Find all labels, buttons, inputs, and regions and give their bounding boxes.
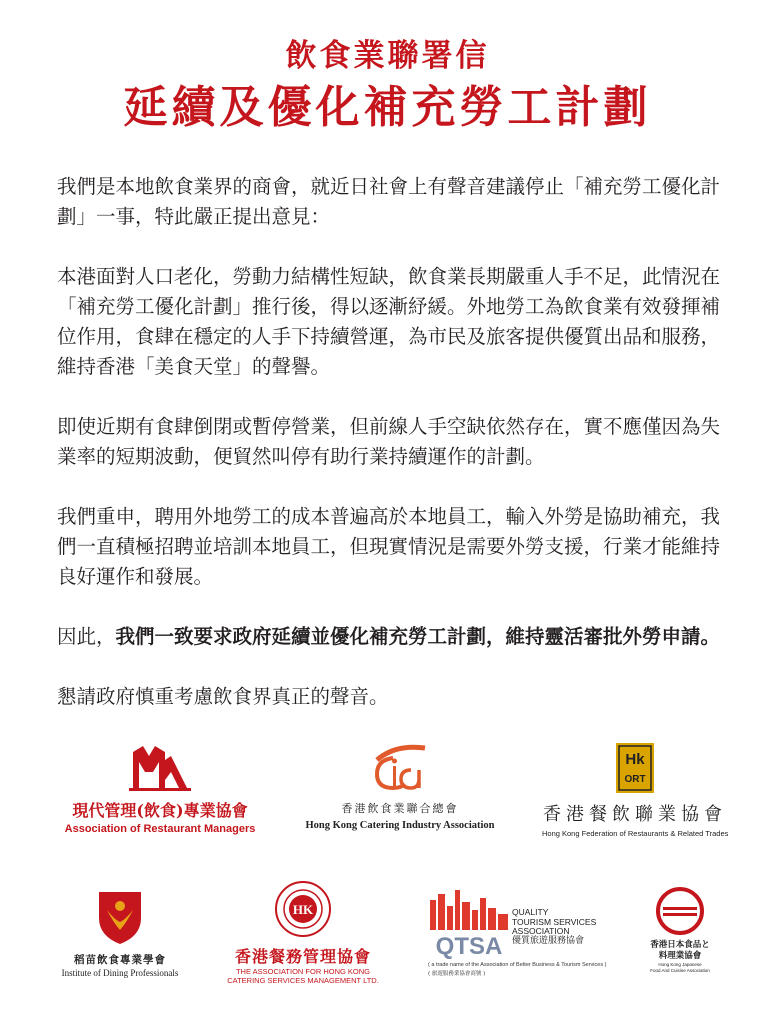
idp-name-cn: 稻苗飲食專業學會	[74, 954, 166, 966]
qtsa-name-cn: 優質旅遊服務協會	[512, 935, 585, 946]
logo-hk-catering-services-management	[218, 880, 388, 985]
paragraph-closing: 懇請政府慎重考慮飲食界真正的聲音。	[57, 685, 389, 708]
letter-subtitle: 飲食業聯署信	[285, 38, 490, 74]
hkfrrt-mark-top: Hk	[625, 751, 645, 768]
letter-title: 延續及優化補充勞工計劃	[123, 82, 652, 133]
hkjfra-emblem-icon	[655, 886, 705, 936]
arm-emblem-icon	[129, 742, 191, 792]
hkacsm-name-en-line1: THE ASSOCIATION FOR HONG KONG	[235, 967, 371, 976]
qtsa-mark: QTSA	[435, 933, 503, 960]
logo-hk-japanese-food-cuisine	[630, 886, 730, 974]
logo-association-restaurant-managers	[55, 742, 265, 835]
logo-institute-dining-professionals	[55, 888, 185, 978]
hkjfra-name-cn-line2: 料理業協會	[658, 951, 702, 961]
hkacsm-name-en-line2: CATERING SERVICES MANAGEMENT LTD.	[227, 976, 379, 985]
arm-name-en: Association of Restaurant Managers	[64, 823, 256, 835]
hkcia-name-en: Hong Kong Catering Industry Association	[305, 820, 495, 831]
qtsa-name	[512, 908, 612, 946]
logo-hk-federation-restaurants	[542, 742, 728, 838]
hkcia-name-cn: 香港飲食業聯合總會	[341, 802, 459, 815]
hkfrrt-emblem-icon	[615, 742, 655, 794]
paragraph-demand	[57, 622, 725, 652]
demand-bold: 我們一致要求政府延續並優化補充勞工計劃，維持靈活審批外勞申請。	[115, 625, 721, 648]
hkjfra-name-en-line1: Hong Kong Japanese	[658, 962, 702, 967]
hkacsm-name-cn: 香港餐務管理協會	[234, 947, 371, 966]
qtsa-trade-name-en: ( a trade name of the Association of Better Business & Tourism Services )	[428, 962, 607, 968]
hkjfra-name-en-line2: Food And Cuisine Association	[650, 968, 710, 973]
paragraph-intro: 我們是本地飲食業界的商會，就近日社會上有聲音建議停止「補充勞工優化計劃」一事，特此嚴正提出意見：	[57, 175, 721, 228]
qtsa-trade-name-cn: ( 旅遊服務業協會商號 )	[428, 971, 486, 977]
letter-header	[0, 36, 775, 136]
signatories-logos	[0, 740, 775, 1024]
logo-hk-catering-industry-association	[300, 740, 500, 831]
arm-name-cn: 現代管理(飲食)專業協會	[72, 801, 248, 820]
qtsa-name-line3: ASSOCIATION	[512, 926, 570, 936]
idp-shield-icon	[95, 888, 145, 946]
qtsa-name-line1: QUALITY	[512, 907, 549, 917]
hkfrrt-name-cn: 香港餐飲聯業協會	[543, 804, 727, 825]
demand-prefix: 因此，	[57, 625, 116, 648]
paragraph-vacancies: 即使近期有食肆倒閉或暫停營業，但前線人手空缺依然存在，實不應僅因為失業率的短期波動，便貿然叫停有助行業持續運作的計劃。	[57, 415, 721, 468]
hkfrrt-mark-bottom: ORT	[624, 774, 646, 785]
hkcia-emblem-icon	[355, 740, 445, 794]
paragraph-cost: 我們重申，聘用外地勞工的成本普遍高於本地員工，輸入外勞是協助補充，我們一直積極招聘並培訓本地員工，但現實情況是需要外勞支援，行業才能維持良好運作和發展。	[57, 505, 721, 588]
logo-quality-tourism-services	[428, 890, 608, 980]
qtsa-skyline-icon	[428, 890, 510, 960]
letter-body	[57, 172, 725, 742]
hkfrrt-name-en: Hong Kong Federation of Restaurants & Related Trades	[542, 829, 729, 838]
hkjfra-name-cn-line1: 香港日本食品と	[650, 940, 710, 950]
qtsa-name-line2: TOURISM SERVICES	[512, 916, 597, 927]
hkacsm-seal-icon	[274, 880, 332, 938]
idp-name-en: Institute of Dining Professionals	[61, 968, 179, 978]
paragraph-labor-shortage: 本港面對人口老化，勞動力結構性短缺，飲食業長期嚴重人手不足，此情況在「補充勞工優化計劃」推行後，得以逐漸紓緩。外地勞工為飲食業有效發揮補位作用，食肆在穩定的人手下持續營運，為市民及旅客提供優質出品和服務，維持香港「美食天堂」的聲譽。	[57, 265, 721, 378]
hkacsm-seal-text: HK	[292, 902, 314, 917]
